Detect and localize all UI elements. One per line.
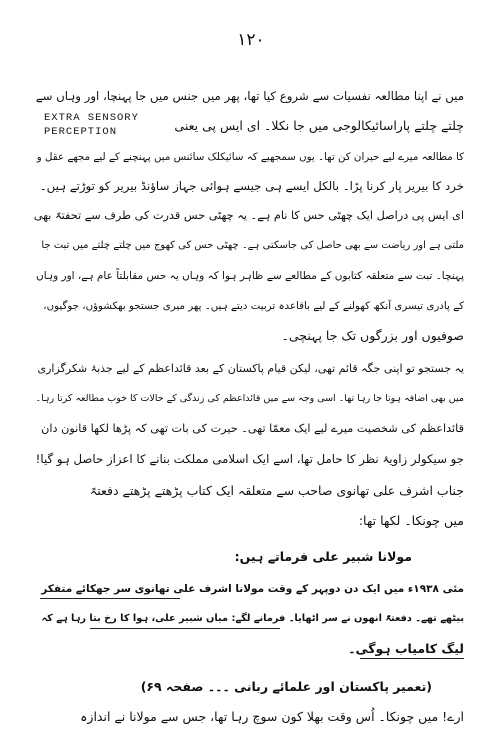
text-line-4: خرد کا بیریر پار کرنا پڑا۔ بالکل ایسے ہی جیسے ہوائی جہاز ساؤنڈ بیریر کو توڑتے ہیں۔ <box>39 179 464 193</box>
text-line-14: جناب اشرف علی تھانوی صاحب سے متعلقہ ایک کتاب پڑھتے پڑھتے دفعتہً <box>89 483 464 498</box>
text-line-10: یہ جستجو تو اپنی جگہ قائم تھی، لیکن قیام پاکستان کے بعد قائداعظم کے لیے جذبۂ شکرگزاری <box>37 362 464 375</box>
citation: (تعمیر پاکستان اور علمائے ربانی ۔۔۔ صفحہ ۶۹) <box>140 679 432 694</box>
quote-attribution: مولانا شبیر علی فرماتے ہیں: <box>234 549 412 564</box>
text-line-3: کا مطالعہ میرے لیے حیران کن تھا۔ یوں سمجھیے کہ سائیکلک سائنس میں پہنچنے کے لیے مجھے عقل و <box>36 151 464 163</box>
text-line-7: پہنچا۔ تبت سے متعلقہ کتابوں کے مطالعے سے ظاہر ہوا کہ وہاں یہ حس مقابلتاً عام ہے، اور وہاں <box>36 270 464 282</box>
text-line-6: ملتی ہے اور ریاضت سے بھی حاصل کی جاسکتی ہے۔ چھٹی حس کی کھوج میں چلتے چلتے میں تبت جا <box>41 240 464 251</box>
text-line-8: کے پادری تیسری آنکھ کھولنے کے لیے باقاعدہ تربیت دیتے ہیں۔ پھر میری جستجو بھکشوؤں، جوگیوں، <box>43 300 464 312</box>
page-number: ۱۲۰ <box>237 30 265 50</box>
english-annotation-line-2: PERCEPTION <box>44 126 118 138</box>
text-line-16: ارے! میں چونکا۔ اُس وقت بھلا کون سوچ رہا تھا، جس سے مولانا نے اندازہ <box>80 709 464 724</box>
english-annotation-line-1: EXTRA SENSORY <box>44 112 139 124</box>
underline-mark-2 <box>90 628 280 629</box>
text-line-5: ای ایس پی دراصل ایک چھٹی حس کا نام ہے۔ یہ چھٹی حس قدرت کی طرف سے تحفتہً بھی <box>33 209 464 222</box>
text-line-12: قائداعظم کی شخصیت میرے لیے ایک معمّا تھی۔ حیرت کی بات تھی کہ پڑھا لکھا قانون دان <box>41 422 464 435</box>
text-line-2: چلتے چلتے پاراسائیکالوجی میں جا نکلا۔ ای ایس پی یعنی <box>174 118 464 133</box>
text-line-11: میں بھی اضافہ ہوتا جا رہا تھا۔ اسی وجہ سے میں قائداعظم کی زندگی کے حالات کا خوب مطالعہ کرتا رہا۔ <box>35 393 464 404</box>
quote-line-3: لیگ کامیاب ہوگی۔ <box>348 641 464 656</box>
underline-mark-3 <box>360 658 464 659</box>
text-line-13: جو سیکولر زاویۂ نظر کا حامل تھا، اسے ایک اسلامی مملکت بنانے کا اعزاز حاصل ہو گیا! <box>35 452 464 466</box>
text-line-1: میں نے اپنا مطالعہ نفسیات سے شروع کیا تھا، پھر میں جنس میں جا پہنچا، اور وہاں سے <box>35 89 464 103</box>
quote-line-1: مئی ۱۹۳۸ء میں ایک دن دوپہر کے وقت مولانا اشرف علی تھانوی سر جھکائے متفکر <box>41 583 464 595</box>
underline-mark-1 <box>40 598 180 599</box>
quote-line-2: بیٹھے تھے۔ دفعتہً انھوں نے سر اٹھایا۔ فرمانے لگے: میاں شبیر علی، ہوا کا رخ بتا رہا ہے کہ <box>41 613 464 624</box>
text-line-15: میں چونکا۔ لکھا تھا: <box>358 513 464 528</box>
text-line-9: صوفیوں اور بزرگوں تک جا پہنچی۔ <box>281 328 464 343</box>
